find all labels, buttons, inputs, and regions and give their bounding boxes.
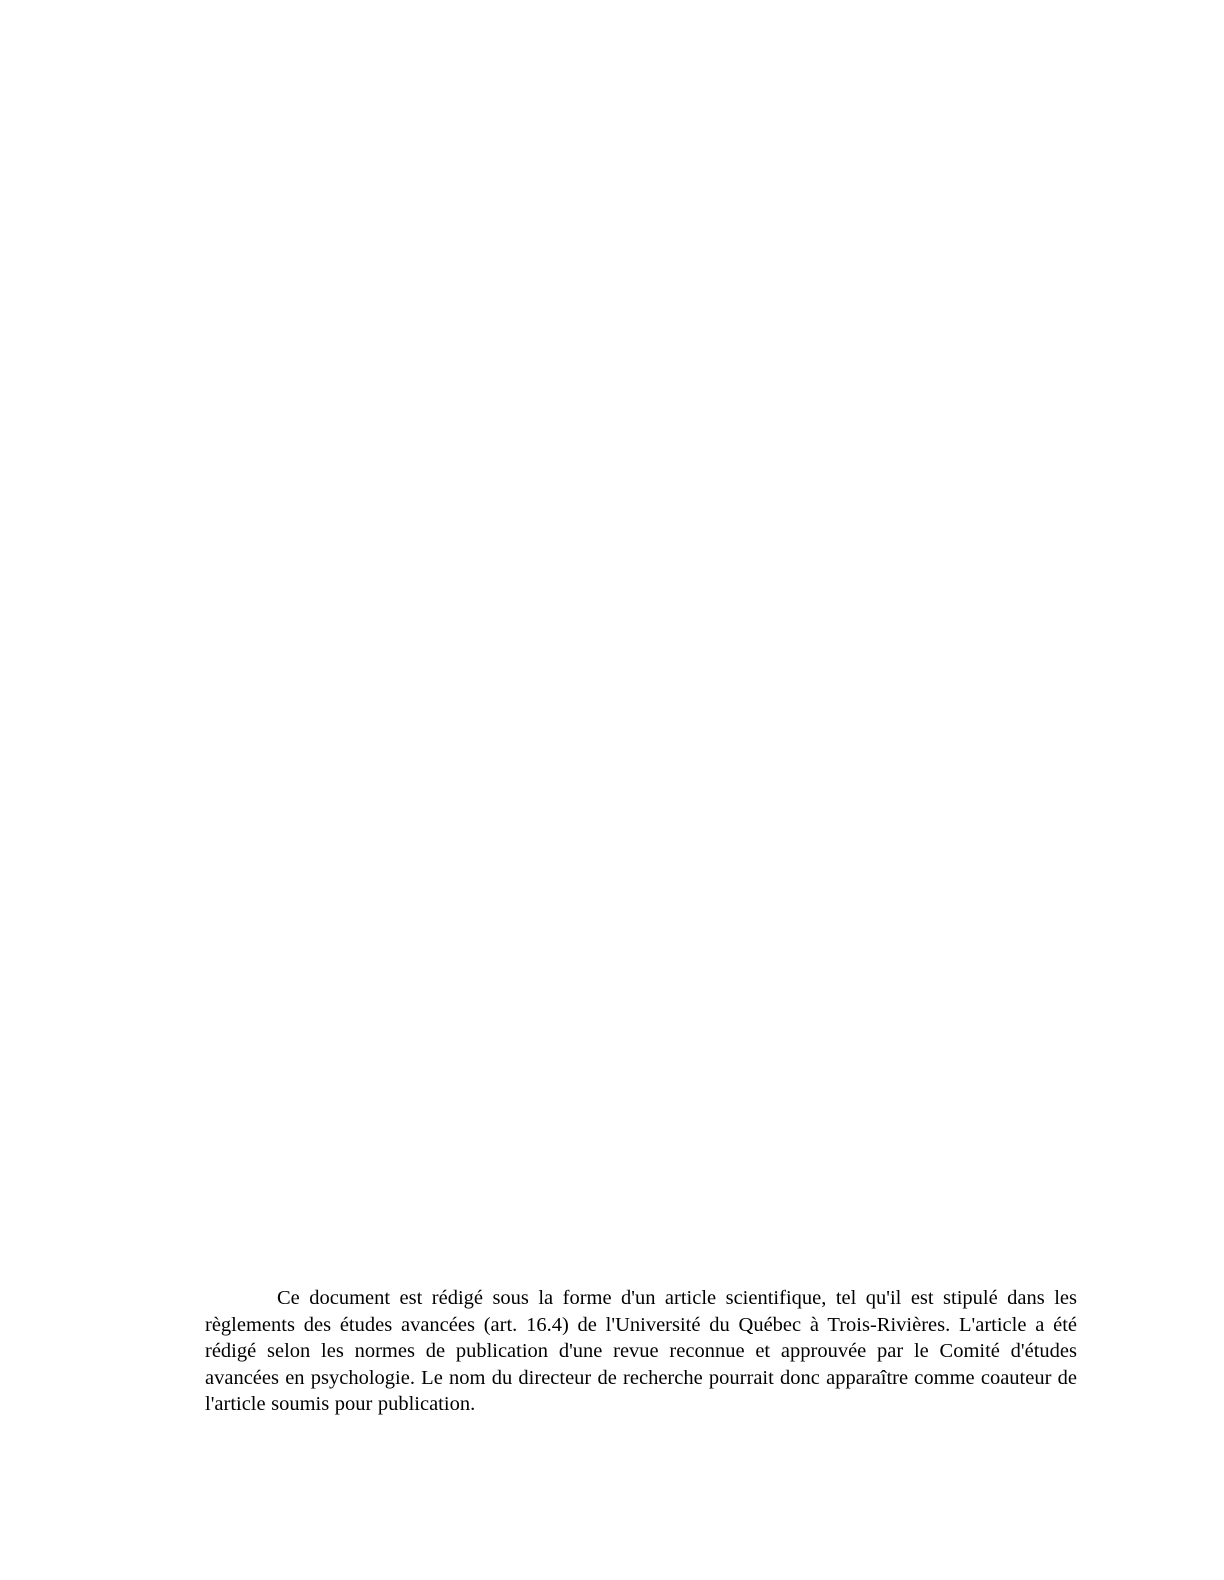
note-block (205, 1285, 1077, 1418)
note-paragraph: Ce document est rédigé sous la forme d'un article scientifique, tel qu'il est stipulé dans les règlements des études avancées (art. 16.4) de l'Université du Québec à Trois-Rivières. L'article a été rédigé selon les normes de publication d'une revue reconnue et approuvée par le Comité d'études avancées en psychologie. Le nom du directeur de recherche pourrait donc apparaître comme coauteur de l'article soumis pour publication. (205, 1287, 1077, 1415)
